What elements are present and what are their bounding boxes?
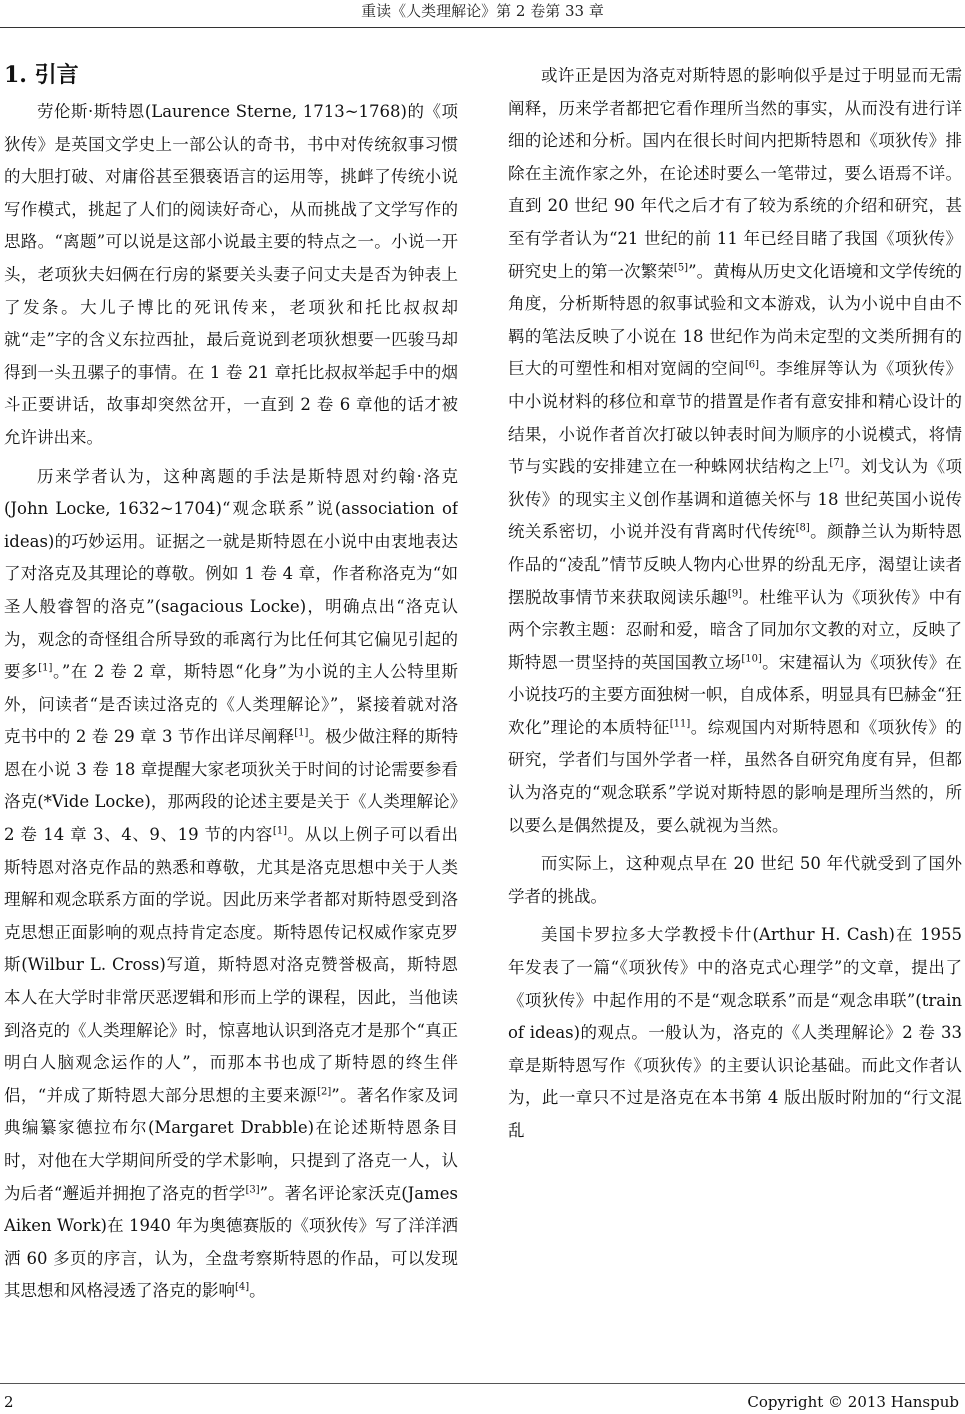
citation-ref: [8] [795, 522, 810, 534]
citation-ref: [5] [673, 262, 689, 274]
paragraph-text: 劳伦斯·斯特恩(Laurence Sterne, 1713~1768)的《项狄传》是英国文学史上一部公认的奇书，书中对传统叙事习惯的大胆打破、对庸俗甚至猥亵语言的运用等，挑衅了传统小说写作模式，挑起了人们的阅读好奇心，从而挑战了文学写作的思路。“离题”可以说是这部小说最主要的特点之一。小说一开头，老项狄夫妇俩在行房的紧要关头妻子问丈夫是否为钟表上了发条。大儿子博比的死讯传来，老项狄和托比叔叔却就“走”字的含义东拉西扯，最后竟说到老项狄想要一匹骏马却得到一头丑骡子的事情。在 1 卷 21 章托比叔叔举起手中的烟斗正要讲话，故事却突然岔开，一直到 2 卷 6 章他的话才被允许讲出来。 [4, 102, 458, 447]
paragraph [508, 848, 962, 913]
paragraph [508, 919, 962, 1147]
citation-ref: [7] [829, 457, 844, 469]
paragraph-text: 而实际上，这种观点早在 20 世纪 50 年代就受到了国外学者的挑战。 [508, 854, 962, 906]
paragraph-text: 美国卡罗拉多大学教授卡什(Arthur H. Cash)在 1955 年发表了一篇“《项狄传》中的洛克式心理学”的文章，提出了《项狄传》中起作用的不是“观念联系”而是“观念串联”(train of ideas)的观点。一般认为，洛克的《人类理解论》2 卷 33 章是斯特恩写作《项狄传》的主要认识论基础。而此文作者认为，此一章只不过是洛克在本书第 4 版出版时附加的“行文混乱 [508, 925, 962, 1140]
paragraph-text: ”。黄梅从历史文化语境和文学传统的角度，分析斯特恩的叙事试验和文本游戏，认为小说中自由不羁的笔法反映了小说在 18 世纪作为尚未定型的文类所拥有的巨大的可塑性和相对宽阔的空间 [508, 261, 962, 379]
paragraph-text: 。综观国内对斯特恩和《项狄传》的研究，学者们与国外学者一样，虽然各自研究角度有异，但都认为洛克的“观念联系”学说对斯特恩的影响是理所当然的，所以要么是偶然提及，要么就视为当然。 [508, 717, 962, 835]
paragraph-text: ”。著名评论家沃克(James Aiken Work)在 1940 年为奥德赛版的《项狄传》写了洋洋洒洒 60 多页的序言，认为，全盘考察斯特恩的作品，可以发现其思想和风格浸透了洛克的影响 [4, 1183, 458, 1301]
paragraph [508, 60, 962, 842]
citation-ref: [2] [317, 1086, 332, 1098]
paragraph-text: 。极少做注释的斯特恩在小说 3 卷 18 章提醒大家老项狄关于时间的讨论需要参看洛克(*Vide Locke)，那两段的论述主要是关于《人类理解论》2 卷 14 章 3、4、9、19 节的内容 [4, 727, 458, 845]
paragraph-text: 。杜维平认为《项狄传》中有两个宗教主题：忍耐和爱，暗含了同加尔文教的对立，反映了斯特恩一贯坚持的英国国教立场 [508, 587, 962, 672]
paragraph-text: 。宋建福认为《项狄传》在小说技巧的主要方面独树一帜，自成体系，明显具有巴赫金“狂欢化”理论的本质特征 [508, 652, 962, 737]
citation-ref: [10] [741, 653, 762, 665]
paragraph-text: 或许正是因为洛克对斯特恩的影响似乎是过于明显而无需阐释，历来学者都把它看作理所当然的事实，从而没有进行详细的论述和分析。国内在很长时间内把斯特恩和《项狄传》排除在主流作家之外，在论述时要么一笔带过，要么语焉不详。直到 20 世纪 90 年代之后才有了较为系统的介绍和研究，甚至有学者认为“21 世纪的前 11 年已经目睹了我国《项狄传》研究史上的第一次繁荣 [508, 66, 962, 281]
paragraph-text: 。 [249, 1281, 266, 1301]
citation-ref: [4] [235, 1281, 250, 1293]
citation-ref: [3] [245, 1184, 260, 1196]
running-header: 重读《人类理解论》第 2 卷第 33 章 [361, 2, 604, 20]
citation-ref: [1] [38, 662, 53, 674]
citation-ref: [11] [669, 718, 691, 730]
paragraph-text: 。”在 2 卷 2 章，斯特恩“化身”为小说的主人公特里斯外，问读者“是否读过洛克的《人类理解论》”，紧接着就对洛克书中的 2 卷 29 章 3 节作出详尽阐释 [4, 662, 458, 747]
paragraph-text: 。从以上例子可以看出斯特恩对洛克作品的熟悉和尊敬，尤其是洛克思想中关于人类理解和观念联系方面的学说。因此历来学者都对斯特恩受到洛克思想正面影响的观点持肯定态度。斯特恩传记权威作家克罗斯(Wilbur L. Cross)写道，斯特恩对洛克赞誉极高，斯特恩本人在大学时非常厌恶逻辑和形而上学的课程，因此，当他读到洛克的《人类理解论》时，惊喜地认识到洛克才是那个“真正明白人脑观念运作的人”，而那本书也成了斯特恩的终生伴侣，“并成了斯特恩大部分思想的主要来源 [4, 825, 458, 1105]
page-number: 2 [4, 1393, 14, 1411]
left-column [4, 58, 458, 1368]
footer-rule [0, 1383, 965, 1384]
section-title: 引言 [34, 62, 79, 88]
copyright-notice: Copyright © 2013 Hanspub [747, 1393, 959, 1411]
paragraph [4, 461, 458, 1308]
section-number: 1. [4, 62, 27, 88]
citation-ref: [6] [744, 359, 760, 371]
paragraph-text: 。刘戈认为《项狄传》的现实主义创作基调和道德关怀与 18 世纪英国小说传统关系密切，小说并没有背离时代传统 [508, 457, 962, 542]
citation-ref: [1] [294, 727, 309, 739]
paragraph-text: 。李维屏等认为《项狄传》中小说材料的移位和章节的措置是作者有意安排和精心设计的结果，小说作者首次打破以钟表时间为顺序的小说模式，将情节与实践的安排建立在一种蛛网状结构之上 [508, 359, 962, 477]
right-column [508, 60, 962, 1365]
section-heading [4, 58, 458, 92]
paragraph-text: ”。著名作家及词典编纂家德拉布尔(Margaret Drabble)在论述斯特恩条目时，对他在大学期间所受的学术影响，只提到了洛克一人，认为后者“邂逅并拥抱了洛克的哲学 [4, 1085, 458, 1203]
paragraph-text: 。颜静兰认为斯特恩作品的“凌乱”情节反映人物内心世界的纷乱无序，渴望让读者摆脱故事情节来获取阅读乐趣 [508, 522, 962, 607]
citation-ref: [1] [272, 825, 288, 837]
citation-ref: [9] [727, 588, 743, 599]
paragraph [4, 96, 458, 455]
paragraph-text: 历来学者认为，这种离题的手法是斯特恩对约翰·洛克(John Locke, 1632~1704)“观念联系”说(association of ideas)的巧妙运用。证据之一就是斯特恩在小说中由衷地表达了对洛克及其理论的尊敬。例如 1 卷 4 章，作者称洛克为“如圣人般睿智的洛克”(sagacious Locke)，明确点出“洛克认为，观念的奇怪组合所导致的乖离行为比任何其它偏见引起的要多 [4, 466, 458, 682]
header-rule [0, 27, 965, 28]
